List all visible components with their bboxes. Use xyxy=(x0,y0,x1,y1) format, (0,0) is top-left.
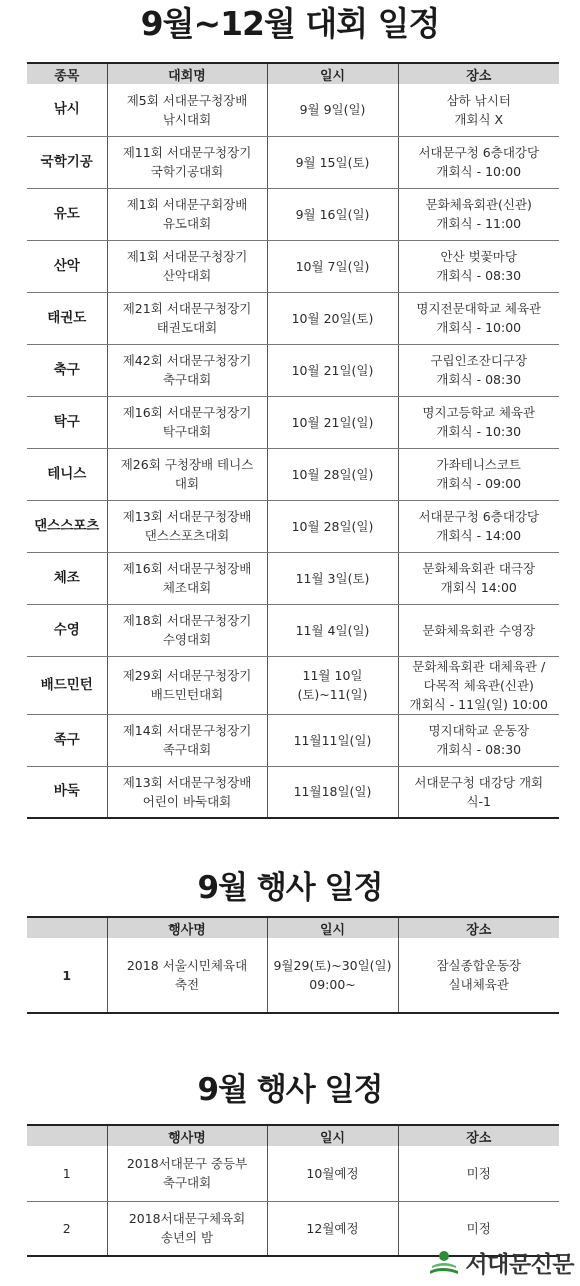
number-cell-line: 1 xyxy=(62,1165,71,1181)
event-name-cell-line: 국학기공대회 xyxy=(150,164,224,179)
place-cell xyxy=(398,500,559,552)
sport-cell-line: 낚시 xyxy=(53,101,80,118)
header-date: 일시 xyxy=(267,1125,398,1146)
place-cell-line: 가좌테니스코트 xyxy=(436,457,522,472)
event-name-cell-line: 2018서대문구 중등부 xyxy=(126,1156,248,1172)
place-cell-line: 문화체육회관(신관) xyxy=(425,197,532,212)
date-cell-line: 11월 4일(일) xyxy=(295,622,370,638)
event-name-cell-line: 제13회 서대문구청장배 xyxy=(122,509,252,524)
date-cell xyxy=(267,714,398,766)
place-cell-line: 명지고등학교 체육관 xyxy=(422,405,536,420)
date-cell xyxy=(267,604,398,656)
event-name-cell-line: 낚시대회 xyxy=(162,111,212,127)
event-name-cell-line: 2018서대문구체육회 xyxy=(128,1211,246,1227)
header-event-name: 대회명 xyxy=(107,63,267,84)
event-name-cell-line: 수영대회 xyxy=(162,632,212,647)
place-cell xyxy=(398,714,559,766)
event-name-cell-line: 2018 서울시민체육대 xyxy=(126,958,248,973)
date-cell xyxy=(267,344,398,396)
sport-cell xyxy=(27,552,107,604)
table-header-row xyxy=(27,1125,559,1146)
place-cell-line: 미정 xyxy=(466,1165,491,1181)
place-cell-line: 문화체육회관 수영장 xyxy=(422,622,536,638)
sport-cell-line: 유도 xyxy=(53,205,80,222)
date-cell xyxy=(267,500,398,552)
table-row xyxy=(27,500,559,552)
date-cell xyxy=(267,656,398,714)
place-cell xyxy=(398,292,559,344)
table-row xyxy=(27,136,559,188)
sport-cell-line: 탁구 xyxy=(53,413,80,430)
header-place: 장소 xyxy=(398,63,559,84)
event-name-cell-line: 제11회 서대문구청장기 xyxy=(122,145,252,160)
event-name-cell-line: 배드민턴대회 xyxy=(150,687,224,702)
sport-cell xyxy=(27,604,107,656)
sport-cell xyxy=(27,396,107,448)
event-name-cell xyxy=(107,938,267,1013)
table-header-row xyxy=(27,917,559,938)
date-cell-line: 10월 20일(토) xyxy=(291,310,374,326)
place-cell xyxy=(398,938,559,1013)
event-name-cell xyxy=(107,604,267,656)
sport-cell-line: 산악 xyxy=(53,257,80,274)
header-sport: 종목 xyxy=(27,63,107,84)
event-name-cell xyxy=(107,396,267,448)
event-name-cell-line: 어린이 바둑대회 xyxy=(142,793,232,809)
place-cell-line: 개회식 - 10:30 xyxy=(436,424,522,439)
sport-cell xyxy=(27,240,107,292)
date-cell-line: 9월 16일(일) xyxy=(295,206,370,222)
event-name-cell-line: 제16회 서대문구청장기 xyxy=(122,405,252,420)
event-name-cell-line: 송년의 밤 xyxy=(160,1230,214,1246)
section-title-events-2: 9월 행사 일정 xyxy=(197,1072,383,1108)
publisher-name: 서대문신문 xyxy=(465,1251,574,1278)
event-name-cell xyxy=(107,136,267,188)
date-cell-line: 10월예정 xyxy=(306,1165,359,1181)
sport-cell-line: 체조 xyxy=(53,569,80,586)
table-row xyxy=(27,714,559,766)
event-name-cell xyxy=(107,500,267,552)
header-place: 장소 xyxy=(398,917,559,938)
place-cell-line: 개회식 - 08:30 xyxy=(436,372,522,387)
table-row xyxy=(27,604,559,656)
table-row xyxy=(27,188,559,240)
date-cell xyxy=(267,136,398,188)
sport-cell-line: 태권도 xyxy=(47,309,87,326)
event-name-cell xyxy=(107,766,267,818)
sport-cell xyxy=(27,448,107,500)
date-cell-line: 10월 21일(일) xyxy=(291,414,374,430)
event-name-cell xyxy=(107,84,267,136)
place-cell xyxy=(398,136,559,188)
competition-schedule-table xyxy=(27,62,559,819)
event-name-cell xyxy=(107,344,267,396)
date-cell-line: 10월 7일(일) xyxy=(295,258,370,274)
place-cell-line: 개회식 - 14:00 xyxy=(436,528,522,543)
date-cell-line: 11월 10일(토)~11(일) xyxy=(297,668,368,702)
event-name-cell-line: 제26회 구청장배 테니스 xyxy=(120,457,254,472)
sport-cell xyxy=(27,766,107,818)
publisher-logo xyxy=(427,1242,574,1282)
header-place: 장소 xyxy=(398,1125,559,1146)
place-cell-line: 문화체육회관 대체육관 / xyxy=(412,658,546,674)
header-event-name: 행사명 xyxy=(107,917,267,938)
event-name-cell-line: 태권도대회 xyxy=(156,320,218,335)
event-name-cell xyxy=(107,292,267,344)
sport-cell-line: 축구 xyxy=(53,361,80,378)
table-row xyxy=(27,396,559,448)
place-cell-line: 개회식 - 08:30 xyxy=(436,742,522,757)
date-cell-line: 10월 28일(일) xyxy=(291,518,374,534)
table-row xyxy=(27,656,559,714)
sport-cell xyxy=(27,714,107,766)
event-name-cell-line: 제21회 서대문구청장기 xyxy=(122,301,252,316)
sport-cell-line: 바둑 xyxy=(53,783,80,800)
place-cell-line: 개회식 - 08:30 xyxy=(436,268,522,283)
event-name-cell-line: 제5회 서대문구청장배 xyxy=(126,92,248,108)
newspaper-logo-icon xyxy=(427,1245,461,1279)
date-cell-line: 9월 9일(일) xyxy=(299,102,366,118)
event-name-cell xyxy=(107,552,267,604)
place-cell-line: 개회식 - 10:00 xyxy=(436,320,522,335)
event-name-cell-line: 제1회 서대문구청장기 xyxy=(126,249,248,264)
place-cell xyxy=(398,240,559,292)
place-cell-line: 개회식 X xyxy=(454,111,504,127)
place-cell xyxy=(398,1146,559,1201)
place-cell xyxy=(398,656,559,714)
place-cell xyxy=(398,84,559,136)
number-cell xyxy=(27,1146,107,1201)
date-cell-line: 11월11일(일) xyxy=(293,732,372,748)
place-cell-line: 개회식 - 11일(일) 10:00 xyxy=(409,696,548,712)
table-row xyxy=(27,766,559,818)
event-name-cell-line: 제29회 서대문구청장기 xyxy=(122,668,252,683)
sport-cell-line: 수영 xyxy=(53,621,80,638)
number-cell-line: 2 xyxy=(62,1220,71,1236)
date-cell-line: 11월 3일(토) xyxy=(295,570,370,586)
event-name-cell xyxy=(107,240,267,292)
date-cell xyxy=(267,396,398,448)
event-name-cell-line: 제16회 서대문구청장배 xyxy=(122,561,252,576)
date-cell xyxy=(267,292,398,344)
number-cell-line: 1 xyxy=(62,967,72,983)
page-title: 9월~12월 대회 일정 xyxy=(140,4,440,43)
place-cell-line: 삼하 낚시터 xyxy=(446,92,511,108)
place-cell xyxy=(398,396,559,448)
sport-cell-line: 국학기공 xyxy=(40,153,93,170)
place-cell-line: 명지대학교 운동장 xyxy=(428,723,530,738)
event-name-cell xyxy=(107,656,267,714)
place-cell-line: 서대문구청 6층대강당 xyxy=(418,509,540,524)
section-title-events-1: 9월 행사 일정 xyxy=(197,870,383,906)
event-name-cell-line: 축전 xyxy=(174,977,200,992)
place-cell-line: 개회식 - 09:00 xyxy=(436,476,522,491)
table-row xyxy=(27,938,559,1013)
event-name-cell xyxy=(107,714,267,766)
number-cell xyxy=(27,938,107,1013)
sport-cell-line: 테니스 xyxy=(47,465,87,482)
place-cell-line: 미정 xyxy=(466,1220,491,1236)
place-cell-line: 잠실종합운동장 xyxy=(436,958,522,973)
place-cell-line: 안산 벚꽃마당 xyxy=(440,249,517,264)
sport-cell xyxy=(27,656,107,714)
place-cell xyxy=(398,448,559,500)
sport-cell xyxy=(27,292,107,344)
date-cell xyxy=(267,240,398,292)
date-cell-line: 12월예정 xyxy=(306,1220,359,1236)
date-cell xyxy=(267,766,398,818)
date-cell xyxy=(267,552,398,604)
place-cell-line: 구립인조잔디구장 xyxy=(430,353,528,368)
sport-cell xyxy=(27,188,107,240)
event-name-cell-line: 유도대회 xyxy=(162,216,212,231)
event-name-cell xyxy=(107,1146,267,1201)
date-cell xyxy=(267,448,398,500)
date-cell-line: 10월 21일(일) xyxy=(291,362,374,378)
date-cell xyxy=(267,1201,398,1256)
event-name-cell xyxy=(107,448,267,500)
date-cell-line: 9월 15일(토) xyxy=(295,154,370,170)
table-row xyxy=(27,84,559,136)
sport-cell xyxy=(27,136,107,188)
event-schedule-table-1 xyxy=(27,916,559,1014)
header-number xyxy=(27,1125,107,1146)
header-number xyxy=(27,917,107,938)
event-name-cell xyxy=(107,188,267,240)
place-cell-line: 문화체육회관 대극장 xyxy=(422,561,536,576)
event-name-cell xyxy=(107,1201,267,1256)
sport-cell xyxy=(27,500,107,552)
sport-cell-line: 족구 xyxy=(53,731,80,748)
event-name-cell-line: 대회 xyxy=(174,476,200,491)
event-name-cell-line: 산악대회 xyxy=(162,268,212,283)
place-cell-line: 서대문구청 6층대강당 xyxy=(418,145,540,160)
place-cell xyxy=(398,766,559,818)
table-row xyxy=(27,292,559,344)
sport-cell-line: 배드민턴 xyxy=(40,676,93,693)
place-cell xyxy=(398,552,559,604)
event-name-cell-line: 제1회 서대문구회장배 xyxy=(126,197,248,212)
event-name-cell-line: 제14회 서대문구청장기 xyxy=(122,723,252,738)
event-name-cell-line: 제42회 서대문구청장기 xyxy=(122,353,252,368)
place-cell-line: 개회식 - 11:00 xyxy=(436,216,522,231)
place-cell-line: 개회식 14:00 xyxy=(440,580,517,595)
event-name-cell-line: 탁구대회 xyxy=(162,424,212,439)
event-name-cell-line: 댄스스포츠대회 xyxy=(144,528,230,543)
event-name-cell-line: 체조대회 xyxy=(162,580,212,595)
date-cell xyxy=(267,938,398,1013)
place-cell-line: 개회식 - 10:00 xyxy=(436,164,522,179)
event-name-cell-line: 제13회 서대문구청장배 xyxy=(122,774,252,790)
event-name-cell-line: 족구대회 xyxy=(162,742,212,757)
place-cell-line: 다목적 체육관(신관) xyxy=(423,677,534,693)
date-cell xyxy=(267,188,398,240)
place-cell xyxy=(398,344,559,396)
event-name-cell-line: 제18회 서대문구청장기 xyxy=(122,613,252,628)
date-cell-line: 09:00~ xyxy=(309,977,356,992)
table-header-row xyxy=(27,63,559,84)
event-name-cell-line: 축구대회 xyxy=(162,372,212,387)
table-row xyxy=(27,344,559,396)
header-event-name: 행사명 xyxy=(107,1125,267,1146)
date-cell-line: 11월18일(일) xyxy=(293,784,372,800)
date-cell-line: 10월 28일(일) xyxy=(291,466,374,482)
table-row xyxy=(27,448,559,500)
place-cell-line: 실내체육관 xyxy=(448,977,509,992)
table-row xyxy=(27,552,559,604)
place-cell xyxy=(398,188,559,240)
date-cell xyxy=(267,84,398,136)
header-date: 일시 xyxy=(267,63,398,84)
date-cell xyxy=(267,1146,398,1201)
sport-cell-line: 댄스스포츠 xyxy=(34,517,100,534)
place-cell-line: 서대문구청 대강당 개회식-1 xyxy=(414,774,544,809)
event-name-cell-line: 축구대회 xyxy=(162,1175,212,1191)
number-cell xyxy=(27,1201,107,1256)
event-schedule-table-2 xyxy=(27,1124,559,1257)
place-cell xyxy=(398,604,559,656)
table-row xyxy=(27,1146,559,1201)
table-row xyxy=(27,240,559,292)
sport-cell xyxy=(27,84,107,136)
date-cell-line: 9월29(토)~30일(일) xyxy=(273,958,392,973)
header-date: 일시 xyxy=(267,917,398,938)
place-cell-line: 명지전문대학교 체육관 xyxy=(416,301,542,316)
sport-cell xyxy=(27,344,107,396)
